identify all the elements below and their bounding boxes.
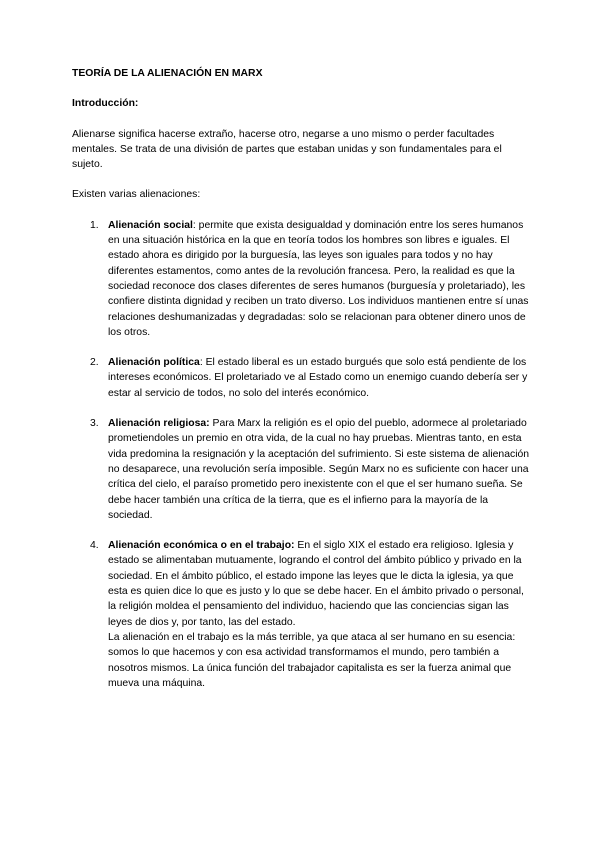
list-item-body [108, 538, 532, 691]
list-item-heading: Alienación política [108, 357, 200, 369]
document-page [72, 66, 532, 706]
list-item-number: 4. [90, 540, 99, 552]
list-item-heading: Alienación económica o en el trabajo: [108, 540, 295, 552]
intro-paragraph: Alienarse significa hacerse extraño, hacerse otro, negarse a uno mismo o perder facultades mentales. Se trata de una división de partes que estaban unidas y son fundamentales para el sujeto. [72, 128, 502, 171]
list-item-number: 3. [90, 418, 99, 430]
list-item [72, 355, 532, 401]
section-subtitle: Introducción: [72, 98, 139, 110]
list-item-heading: Alienación religiosa: [108, 418, 210, 430]
lead-paragraph: Existen varias alienaciones: [72, 189, 201, 201]
list-item [72, 218, 532, 340]
list-item-number: 1. [90, 219, 99, 231]
list-item-body [108, 416, 532, 523]
document-title: TEORÍA DE LA ALIENACIÓN EN MARX [72, 68, 263, 79]
list-item-number: 2. [90, 357, 99, 369]
list-item-paragraph-2: La alienación en el trabajo es la más terrible, ya que ataca al ser humano en su esencia: somos lo que hacemos y con esa actividad transformamos el mundo, pero también a nosotros mismos. La única función del trabajador capitalista es ser la fuerza animal que mueva una máquina. [108, 631, 516, 689]
list-item [72, 416, 532, 523]
list-item-text: Para Marx la religión es el opio del pueblo, adormece al proletariado prometiendoles un premio en otra vida, de la cual no hay pruebas. Mientras tanto, en esta vida predomina la resignación y la aceptación del sufrimiento. Si este sistema de alienación no desaparece, una revolución sería imposible. Según Marx no es suficiente con hacer una crítica del cielo, el paraíso prometido pero inexistente con el que el ser humano sueña. Se debe hacer también una crítica de la tierra, que es el infierno para la mayoría de la sociedad. [108, 418, 530, 521]
list-item-heading: Alienación social [108, 219, 193, 231]
list-item-paragraph [108, 538, 532, 630]
list-item-text: : El estado liberal es un estado burgués que solo está pendiente de los intereses económicos. El proletariado ve al Estado como un enemigo cuando debería ser y estar al servicio de todos, no solo del interés económico. [108, 357, 528, 399]
list-item-text: En el siglo XIX el estado era religioso. Iglesia y estado se alimentaban mutuamente, logrando el control del ámbito público y privado en la sociedad. En el ámbito público, el estado impone las leyes que le dicta la iglesia, ya que esta es quien dice lo que es justo y lo que se debe hacer. En el ámbito privado o personal, la religión moldea el pensamiento del individuo, haciendo que las conciencias sigan las leyes de dios y, por tanto, las del estado. [108, 540, 524, 628]
list-item [72, 538, 532, 691]
list-item-body [108, 355, 532, 401]
list-item-body [108, 218, 532, 340]
list-item-text: : permite que exista desigualdad y dominación entre los seres humanos en una situación histórica en la que en teoría todos los hombres son libres e iguales. El estado ahora es dirigido por la burguesía, las leyes son iguales para todos y no hay diferentes estamentos, como antes de la revolución francesa. Pero, la realidad es que la sociedad reconoce dos clases diferentes de seres humanos (burguesía y proletariado), les confiere distinta dignidad y reciben un trato diverso. Los individuos mantienen entre sí unas relaciones deshumanizadas y degradadas: solo se relacionan para obtener dinero unos de los otros. [108, 219, 529, 338]
alienation-list [72, 218, 532, 691]
